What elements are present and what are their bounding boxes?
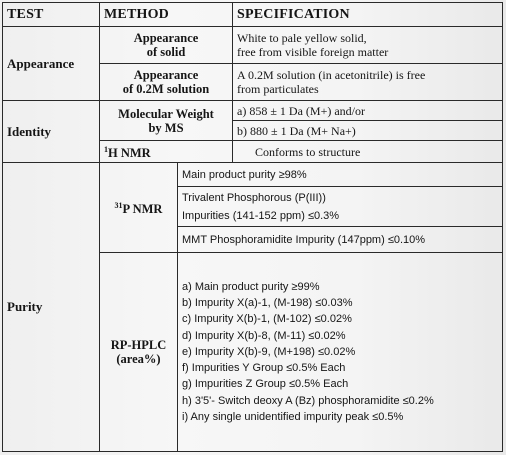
spec-line: Impurities (141-152 ppm) ≤0.3% xyxy=(182,209,340,222)
appearance-row-solid xyxy=(3,27,503,64)
test-purity: Purity xyxy=(3,163,100,452)
spec-line: from particulates xyxy=(237,82,319,96)
header-method: METHOD xyxy=(100,3,233,27)
spec-appearance-solid xyxy=(233,27,503,64)
spec-ms-b: b) 880 ± 1 Da (M+ Na+) xyxy=(233,121,503,141)
method-p31-nmr xyxy=(100,163,178,253)
test-identity: Identity xyxy=(3,101,100,163)
purity-row-p-main xyxy=(3,163,503,187)
hplc-item: b) Impurity X(a)-1, (M-198) ≤0.03% xyxy=(182,296,353,309)
method-line: by MS xyxy=(148,120,184,135)
method-line: Appearance xyxy=(133,68,199,82)
method-line: RP-HPLC xyxy=(110,338,167,352)
method-appearance-solution xyxy=(100,64,233,101)
spec-p31-trivalent xyxy=(178,187,503,227)
p31-superscript: 31 xyxy=(114,200,123,210)
hplc-item: g) Impurities Z Group ≤0.5% Each xyxy=(182,378,349,391)
method-line: of solid xyxy=(146,45,186,59)
header-specification: SPECIFICATION xyxy=(233,3,503,27)
method-line: Molecular Weight xyxy=(118,106,214,121)
spec-line: Trivalent Phosphorous (P(III)) xyxy=(182,191,326,204)
test-appearance: Appearance xyxy=(3,27,100,101)
hplc-item: e) Impurity X(b)-9, (M+198) ≤0.02% xyxy=(182,345,356,358)
spec-appearance-solution xyxy=(233,64,503,101)
hplc-item: c) Impurity X(b)-1, (M-102) ≤0.02% xyxy=(182,313,352,326)
method-line: of 0.2M solution xyxy=(122,82,210,96)
method-ms xyxy=(100,101,233,141)
spec-line: free from visible foreign matter xyxy=(237,45,389,59)
header-row xyxy=(3,3,503,27)
hplc-item: d) Impurity X(b)-8, (M-11) ≤0.02% xyxy=(182,329,346,342)
nmr-superscript: 1 xyxy=(104,144,108,154)
method-line: (area%) xyxy=(116,352,161,366)
spec-ms-a: a) 858 ± 1 Da (M+) and/or xyxy=(233,101,503,121)
method-rp-hplc xyxy=(100,253,178,452)
header-test: TEST xyxy=(3,3,100,27)
spec-p31-main: Main product purity ≥98% xyxy=(178,163,503,187)
spec-hplc-list xyxy=(178,253,503,452)
spec-h-nmr: Conforms to structure xyxy=(233,141,503,163)
spec-line: A 0.2M solution (in acetonitrile) is free xyxy=(237,68,426,82)
p31-label: P NMR xyxy=(122,202,163,217)
nmr-label: H NMR xyxy=(108,146,151,161)
method-line: Appearance xyxy=(133,31,199,45)
identity-row-ms-a xyxy=(3,101,503,121)
method-appearance-solid xyxy=(100,27,233,64)
hplc-item: f) Impurities Y Group ≤0.5% Each xyxy=(182,362,346,375)
spec-p31-mmt: MMT Phosphoramidite Impurity (147ppm) ≤0.10% xyxy=(178,227,503,253)
specification-table xyxy=(2,2,503,452)
hplc-item: h) 3'5'- Switch deoxy A (Bz) phosphoramidite ≤0.2% xyxy=(182,394,434,407)
method-h-nmr xyxy=(100,141,233,163)
hplc-item: i) Any single unidentified impurity peak ≤0.5% xyxy=(182,411,404,424)
spec-line: White to pale yellow solid, xyxy=(237,31,367,45)
hplc-item: a) Main product purity ≥99% xyxy=(182,280,320,293)
